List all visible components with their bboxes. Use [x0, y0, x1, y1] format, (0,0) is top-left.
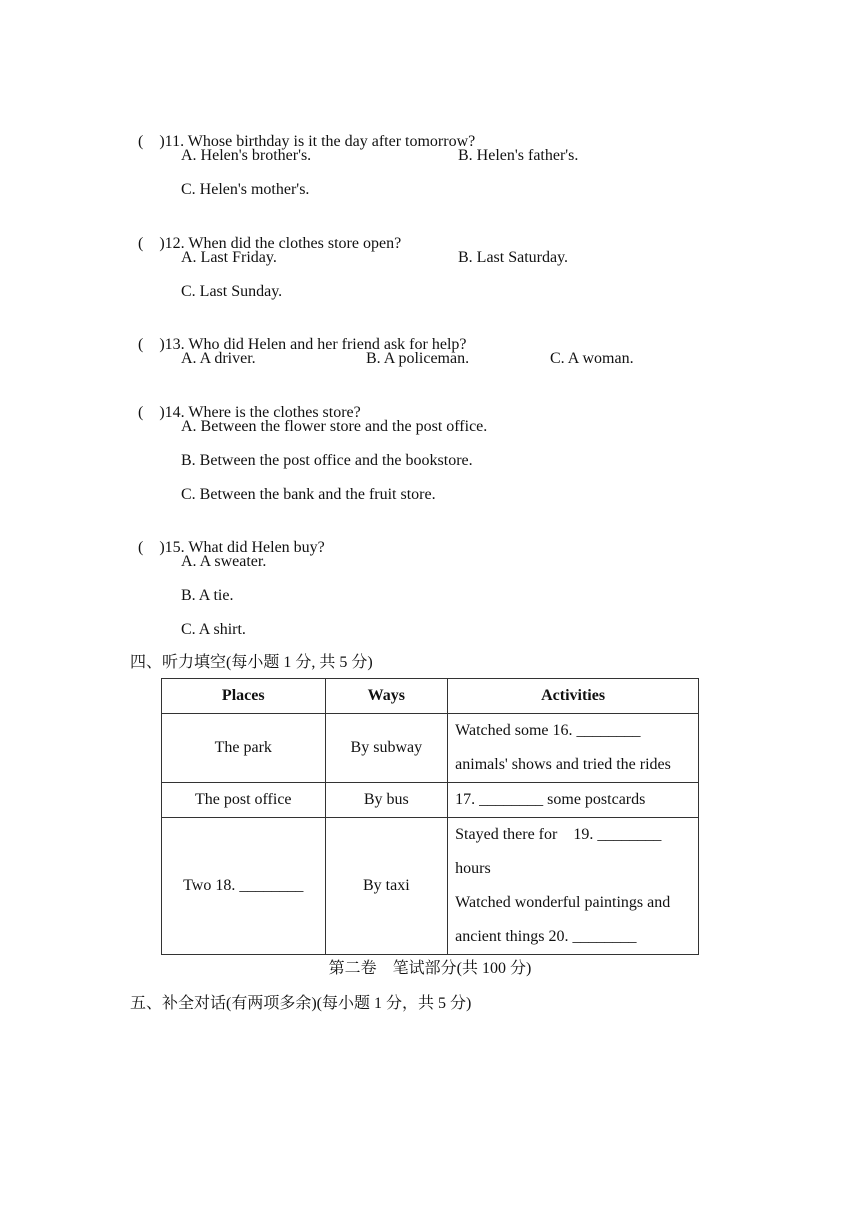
question-text: 12. When did the clothes store open?: [164, 235, 402, 252]
table-row: [162, 783, 699, 818]
answer-bracket[interactable]: ( ): [138, 235, 165, 252]
option-15c: C. A shirt.: [181, 621, 246, 638]
option-13a: A. A driver.: [181, 350, 256, 367]
activity-line[interactable]: Watched some 16. ________: [455, 722, 641, 739]
question-text: 14. Where is the clothes store?: [164, 404, 361, 421]
activity-line[interactable]: Stayed there for 19. ________: [455, 826, 662, 843]
answer-bracket[interactable]: ( ): [138, 133, 165, 150]
option-12b: B. Last Saturday.: [458, 249, 569, 266]
option-13c: C. A woman.: [550, 350, 634, 367]
header-activities: Activities: [448, 679, 699, 714]
option-12c: C. Last Sunday.: [181, 283, 283, 300]
answer-bracket[interactable]: ( ): [138, 336, 165, 353]
option-15a: A. A sweater.: [181, 553, 267, 570]
question-text: 11. Whose birthday is it the day after tomorrow?: [164, 133, 476, 150]
option-11a: A. Helen's brother's.: [181, 147, 312, 164]
option-13b: B. A policeman.: [366, 350, 470, 367]
section-4-heading: 四、听力填空(每小题 1 分, 共 5 分): [130, 654, 373, 671]
way-cell: By taxi: [325, 818, 448, 955]
option-11b: B. Helen's father's.: [458, 147, 579, 164]
place-cell: The park: [162, 714, 326, 783]
activity-line[interactable]: ancient things 20. ________: [455, 928, 637, 945]
listening-table: [161, 678, 699, 955]
option-11c: C. Helen's mother's.: [181, 181, 310, 198]
table-row: [162, 818, 699, 955]
table-row: [162, 714, 699, 783]
header-ways: Ways: [325, 679, 448, 714]
part-2-title: 第二卷 笔试部分(共 100 分): [328, 960, 532, 977]
activity-line: Watched wonderful paintings and: [455, 894, 671, 911]
option-14a: A. Between the flower store and the post office.: [181, 418, 488, 435]
place-cell: The post office: [162, 783, 326, 818]
way-cell: By bus: [325, 783, 448, 818]
section-5-heading: 五、补全对话(有两项多余)(每小题 1 分，共 5 分): [130, 995, 472, 1012]
table-header-row: [162, 679, 699, 714]
activity-line: hours: [455, 860, 491, 877]
question-text: 15. What did Helen buy?: [164, 539, 325, 556]
answer-bracket[interactable]: ( ): [138, 539, 165, 556]
answer-bracket[interactable]: ( ): [138, 404, 165, 421]
activities-cell: [448, 714, 699, 783]
way-cell: By subway: [325, 714, 448, 783]
place-cell[interactable]: Two 18. ________: [162, 818, 326, 955]
header-places: Places: [162, 679, 326, 714]
option-12a: A. Last Friday.: [181, 249, 277, 266]
activity-line: animals' shows and tried the rides: [455, 756, 671, 773]
activities-cell: [448, 818, 699, 955]
option-14c: C. Between the bank and the fruit store.: [181, 486, 436, 503]
question-text: 13. Who did Helen and her friend ask for help?: [164, 336, 467, 353]
option-15b: B. A tie.: [181, 587, 234, 604]
option-14b: B. Between the post office and the bookstore.: [181, 452, 473, 469]
activities-cell: [448, 783, 699, 818]
activity-line[interactable]: 17. ________ some postcards: [455, 791, 646, 808]
